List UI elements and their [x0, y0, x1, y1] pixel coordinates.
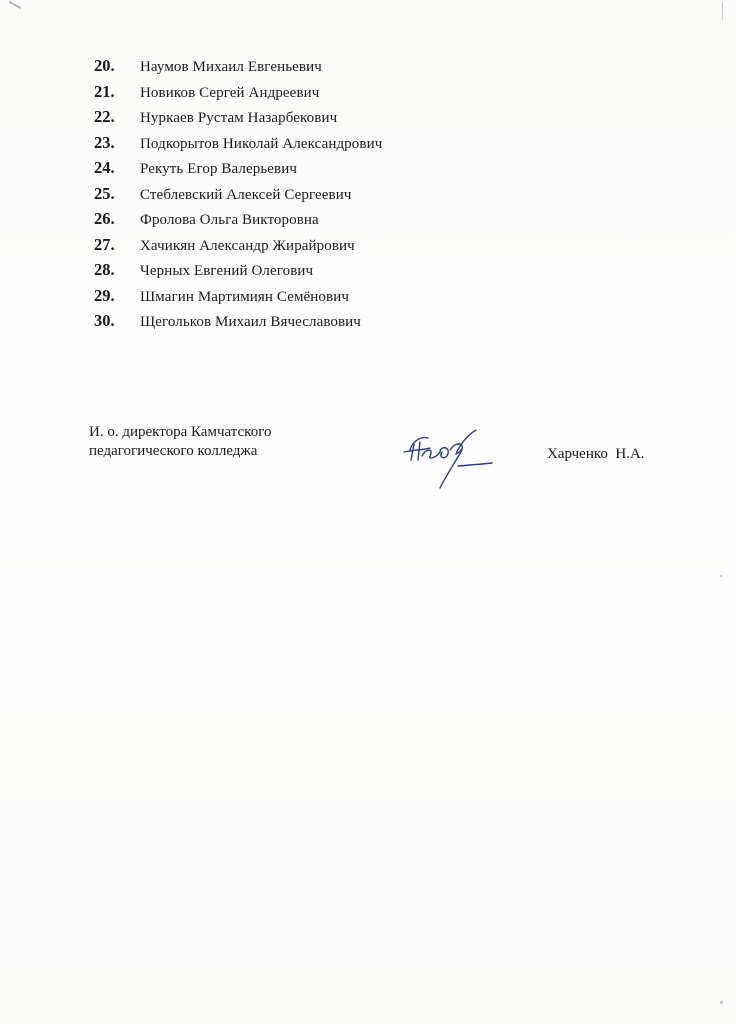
scan-artifact-dot	[720, 1001, 723, 1004]
list-item	[94, 209, 382, 235]
list-item-name: Стеблевский Алексей Сергеевич	[140, 186, 352, 203]
list-item-number: 25.	[94, 183, 115, 203]
list-item-name: Рекуть Егор Валерьевич	[140, 161, 298, 177]
list-item-number: 26.	[94, 209, 115, 228]
signatory-position-line: И. о. директора Камчатского	[89, 424, 272, 440]
list-item-name: Шмагин Мартимиян Семёнович	[140, 288, 349, 305]
list-item	[94, 56, 382, 82]
list-item	[94, 133, 382, 159]
list-item	[94, 311, 382, 337]
scan-artifact-dot	[720, 575, 722, 577]
list-item-name: Черных Евгений Олегович	[140, 263, 314, 279]
signatory-position-line: педагогического колледжа	[89, 443, 258, 459]
list-item-name: Фролова Ольга Викторовна	[140, 212, 319, 228]
list-item-name: Новиков Сергей Андреевич	[140, 84, 320, 101]
list-item-number: 30.	[94, 311, 115, 330]
list-item-number: 23.	[94, 132, 115, 152]
list-item-number: 27.	[94, 234, 115, 254]
list-item-number: 28.	[94, 260, 115, 279]
list-item	[94, 286, 382, 312]
list-item	[94, 107, 382, 133]
list-item	[94, 184, 382, 210]
list-item-number: 22.	[94, 107, 115, 126]
list-item-number: 24.	[94, 158, 115, 177]
list-item	[94, 235, 382, 261]
signatory-position	[89, 423, 271, 461]
list-item-number: 29.	[94, 285, 115, 305]
handwritten-signature	[400, 420, 500, 492]
list-item-name: Подкорытов Николай Александрович	[140, 135, 383, 152]
list-item-number: 20.	[94, 56, 115, 75]
list-item-name: Щегольков Михаил Вячеславович	[140, 314, 361, 330]
scan-artifact-mark	[714, 2, 723, 20]
list-item-name: Хачикян Александр Жирайрович	[140, 237, 355, 254]
list-item-name: Нуркаев Рустам Назарбекович	[140, 110, 338, 126]
scan-artifact-mark	[8, 1, 21, 9]
student-list	[94, 56, 382, 337]
list-item	[94, 260, 382, 286]
list-item	[94, 158, 382, 184]
list-item-number: 21.	[94, 81, 115, 101]
list-item	[94, 82, 382, 108]
signer-name: Харченко Н.А.	[547, 446, 645, 462]
list-item-name: Наумов Михаил Евгеньевич	[140, 59, 322, 75]
